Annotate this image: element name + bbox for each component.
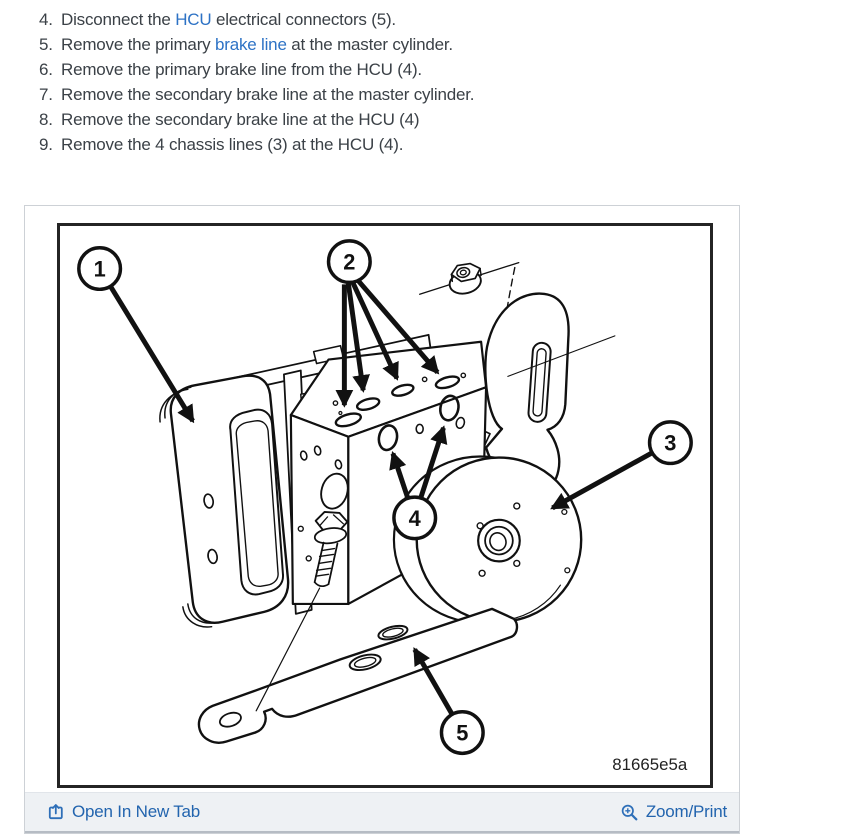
figure-code: 81665e5a (612, 755, 688, 775)
instruction-item (39, 7, 599, 32)
svg-text:2: 2 (343, 249, 356, 275)
instruction-item (39, 132, 599, 157)
instruction-text (61, 32, 453, 57)
inline-link[interactable]: brake line (214, 35, 287, 54)
instruction-text (61, 57, 422, 82)
callout-4 (394, 497, 436, 539)
instruction-item (39, 32, 599, 57)
svg-text:4: 4 (408, 505, 421, 531)
instruction-segment: Remove the secondary brake line at the HCU (4) (61, 110, 420, 129)
inline-link[interactable]: HCU (175, 10, 212, 29)
connector-part (160, 376, 288, 627)
svg-text:1: 1 (93, 256, 106, 282)
instruction-segment: electrical connectors (5). (211, 10, 396, 29)
hcu-diagram (57, 223, 713, 788)
instruction-segment: Remove the primary (61, 35, 215, 54)
figure-panel (24, 205, 740, 834)
instruction-number: 5. (39, 35, 53, 54)
svg-text:3: 3 (664, 430, 677, 456)
figure-toolbar (25, 792, 739, 833)
hcu-diagram-svg (60, 226, 710, 785)
zoom-print-button[interactable] (620, 802, 727, 822)
instruction-text (61, 82, 474, 107)
pump-motor-part (394, 457, 581, 623)
instruction-text (61, 132, 403, 157)
instruction-item (39, 82, 599, 107)
instruction-segment: Disconnect the (61, 10, 176, 29)
instruction-segment: at the master cylinder. (286, 35, 453, 54)
instruction-number: 7. (39, 85, 53, 104)
instruction-segment: Remove the primary brake line from the HCU (4). (61, 60, 422, 79)
nut-part (447, 264, 483, 297)
open-in-new-tab-icon (47, 803, 65, 821)
callout-2 (329, 241, 371, 283)
instruction-segment: Remove the secondary brake line at the master cylinder. (61, 85, 475, 104)
callout-5 (441, 712, 483, 754)
instruction-text (61, 107, 419, 132)
instruction-number: 6. (39, 60, 53, 79)
instruction-text (61, 7, 396, 32)
callout-3 (650, 422, 692, 464)
open-in-new-tab-button[interactable] (47, 802, 200, 822)
svg-text:5: 5 (456, 720, 469, 746)
instruction-number: 9. (39, 135, 53, 154)
instruction-list (39, 7, 599, 157)
instruction-number: 8. (39, 110, 53, 129)
callout-1 (79, 248, 121, 290)
open-in-new-tab-label: Open In New Tab (72, 802, 201, 821)
zoom-print-label: Zoom/Print (645, 802, 727, 821)
instruction-segment: Remove the 4 chassis lines (3) at the HCU (4). (61, 135, 404, 154)
instruction-item (39, 57, 599, 82)
instruction-item (39, 107, 599, 132)
instruction-number: 4. (39, 10, 53, 29)
zoom-print-icon (620, 803, 639, 822)
